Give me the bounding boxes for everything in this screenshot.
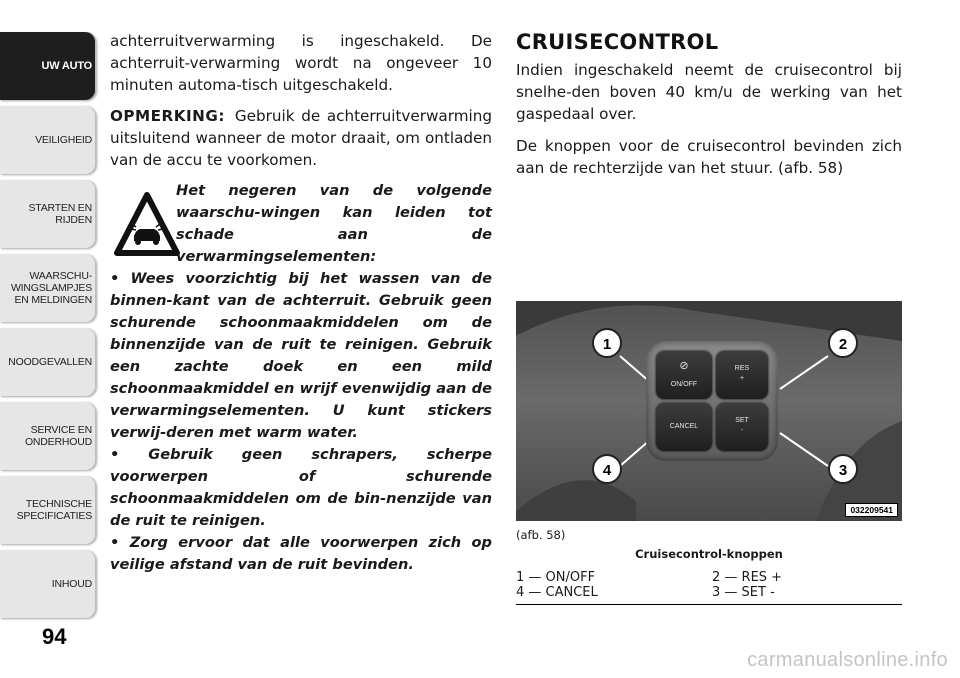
callout-1: 1 [592,328,622,358]
figure-reference: (afb. 58) [516,528,566,542]
legend-row [516,570,902,585]
tab-label: STARTEN EN RIJDEN [28,202,92,226]
figure-code: 032209541 [845,503,898,517]
note-label: OPMERKING: [110,107,225,125]
tab-service-en-onderhoud[interactable] [0,402,96,470]
tab-noodgevallen[interactable] [0,328,96,396]
chapter-tabs [0,0,96,640]
button-label: SET [735,417,749,424]
body-paragraph: achterruitverwarming is ingeschakeld. De achterruit-verwarming wordt na ongeveer 10 minuten automa-tisch uitgeschakeld. [110,32,492,94]
page-number: 94 [42,624,67,649]
callout-4: 4 [592,454,622,484]
tab-waarschuwingslampjes[interactable] [0,254,96,322]
button-label: RES [734,365,750,372]
left-column [110,30,492,171]
note-text: Gebruik de achterruitverwarming uitsluitend wanneer de motor draait, om ontladen van de accu te voorkomen. [110,107,492,169]
watermark: carmanualsonline.info [747,649,948,671]
tab-uw-auto[interactable] [0,32,96,100]
legend-row [516,585,902,600]
caution-triangle-car-icon [114,192,180,258]
tab-veiligheid[interactable] [0,106,96,174]
cruise-button-panel [646,341,778,461]
callout-2: 2 [828,328,858,358]
tab-label: NOODGEVALLEN [8,356,92,368]
tab-inhoud[interactable] [0,550,96,618]
section-heading: CRUISECONTROL [516,30,719,54]
warning-list [110,268,492,576]
legend-item: 4 — CANCEL [516,585,598,600]
warning-block [110,180,492,576]
figure-legend [516,570,902,605]
tab-starten-en-rijden[interactable] [0,180,96,248]
tab-label: UW AUTO [41,60,92,72]
tab-label: WAARSCHU- WINGSLAMPJES EN MELDINGEN [10,270,92,306]
res-button[interactable] [716,351,768,399]
tab-label: INHOUD [51,578,92,590]
set-button[interactable] [716,403,768,451]
tab-label: SERVICE EN ONDERHOUD [24,424,92,448]
button-sign: + [739,375,745,382]
warning-item: • Gebruik geen schrapers, scherpe voorwerpen of schurende schoonmaakmiddelen om de bin-nenzijde van de ruit te reinigen. [110,444,492,532]
tab-label: TECHNISCHE SPECIFICATIES [16,498,92,522]
tab-technische-specificaties[interactable] [0,476,96,544]
warning-item: • Zorg ervoor dat alle voorwerpen zich op veilige afstand van de ruit bevinden. [110,532,492,576]
warning-header [110,180,492,268]
note-paragraph [110,105,492,171]
cruise-symbol-icon: ⊘ [679,360,689,372]
legend-item: 2 — RES + [712,570,783,585]
body-paragraph: De knoppen voor de cruisecontrol bevinden zich aan de rechterzijde van het stuur. (afb. 58) [516,137,902,177]
warning-intro: Het negeren van de volgende waarschu-wingen kan leiden tot schade aan de verwarmingselementen: [176,182,492,265]
figure-caption: Cruisecontrol-knoppen [635,547,783,561]
button-label: CANCEL [669,423,699,430]
cruise-control-figure [516,301,902,521]
warning-item: • Wees voorzichtig bij het wassen van de binnen-kant van de achterruit. Gebruik geen schurende schoonmaakmiddelen om de binnenzijde van de ruit te reinigen. Gebruik een zachte doek en een mild schoonmaakmiddel en wrijf evenwijdig aan de verwarmingselementen. U kunt stickers verwij-deren met warm water. [110,268,492,444]
on-off-button[interactable] [656,351,712,399]
tab-label: VEILIGHEID [35,134,92,146]
legend-item: 3 — SET - [712,585,775,600]
callout-3: 3 [828,454,858,484]
body-paragraph: Indien ingeschakeld neemt de cruisecontrol bij snelhe-den boven 40 km/u de werking van het gaspedaal over. [516,61,902,123]
legend-item: 1 — ON/OFF [516,570,596,585]
cancel-button[interactable] [656,403,712,451]
button-sign: - [740,427,744,434]
button-label: ON/OFF [670,381,698,388]
right-column [516,30,902,179]
